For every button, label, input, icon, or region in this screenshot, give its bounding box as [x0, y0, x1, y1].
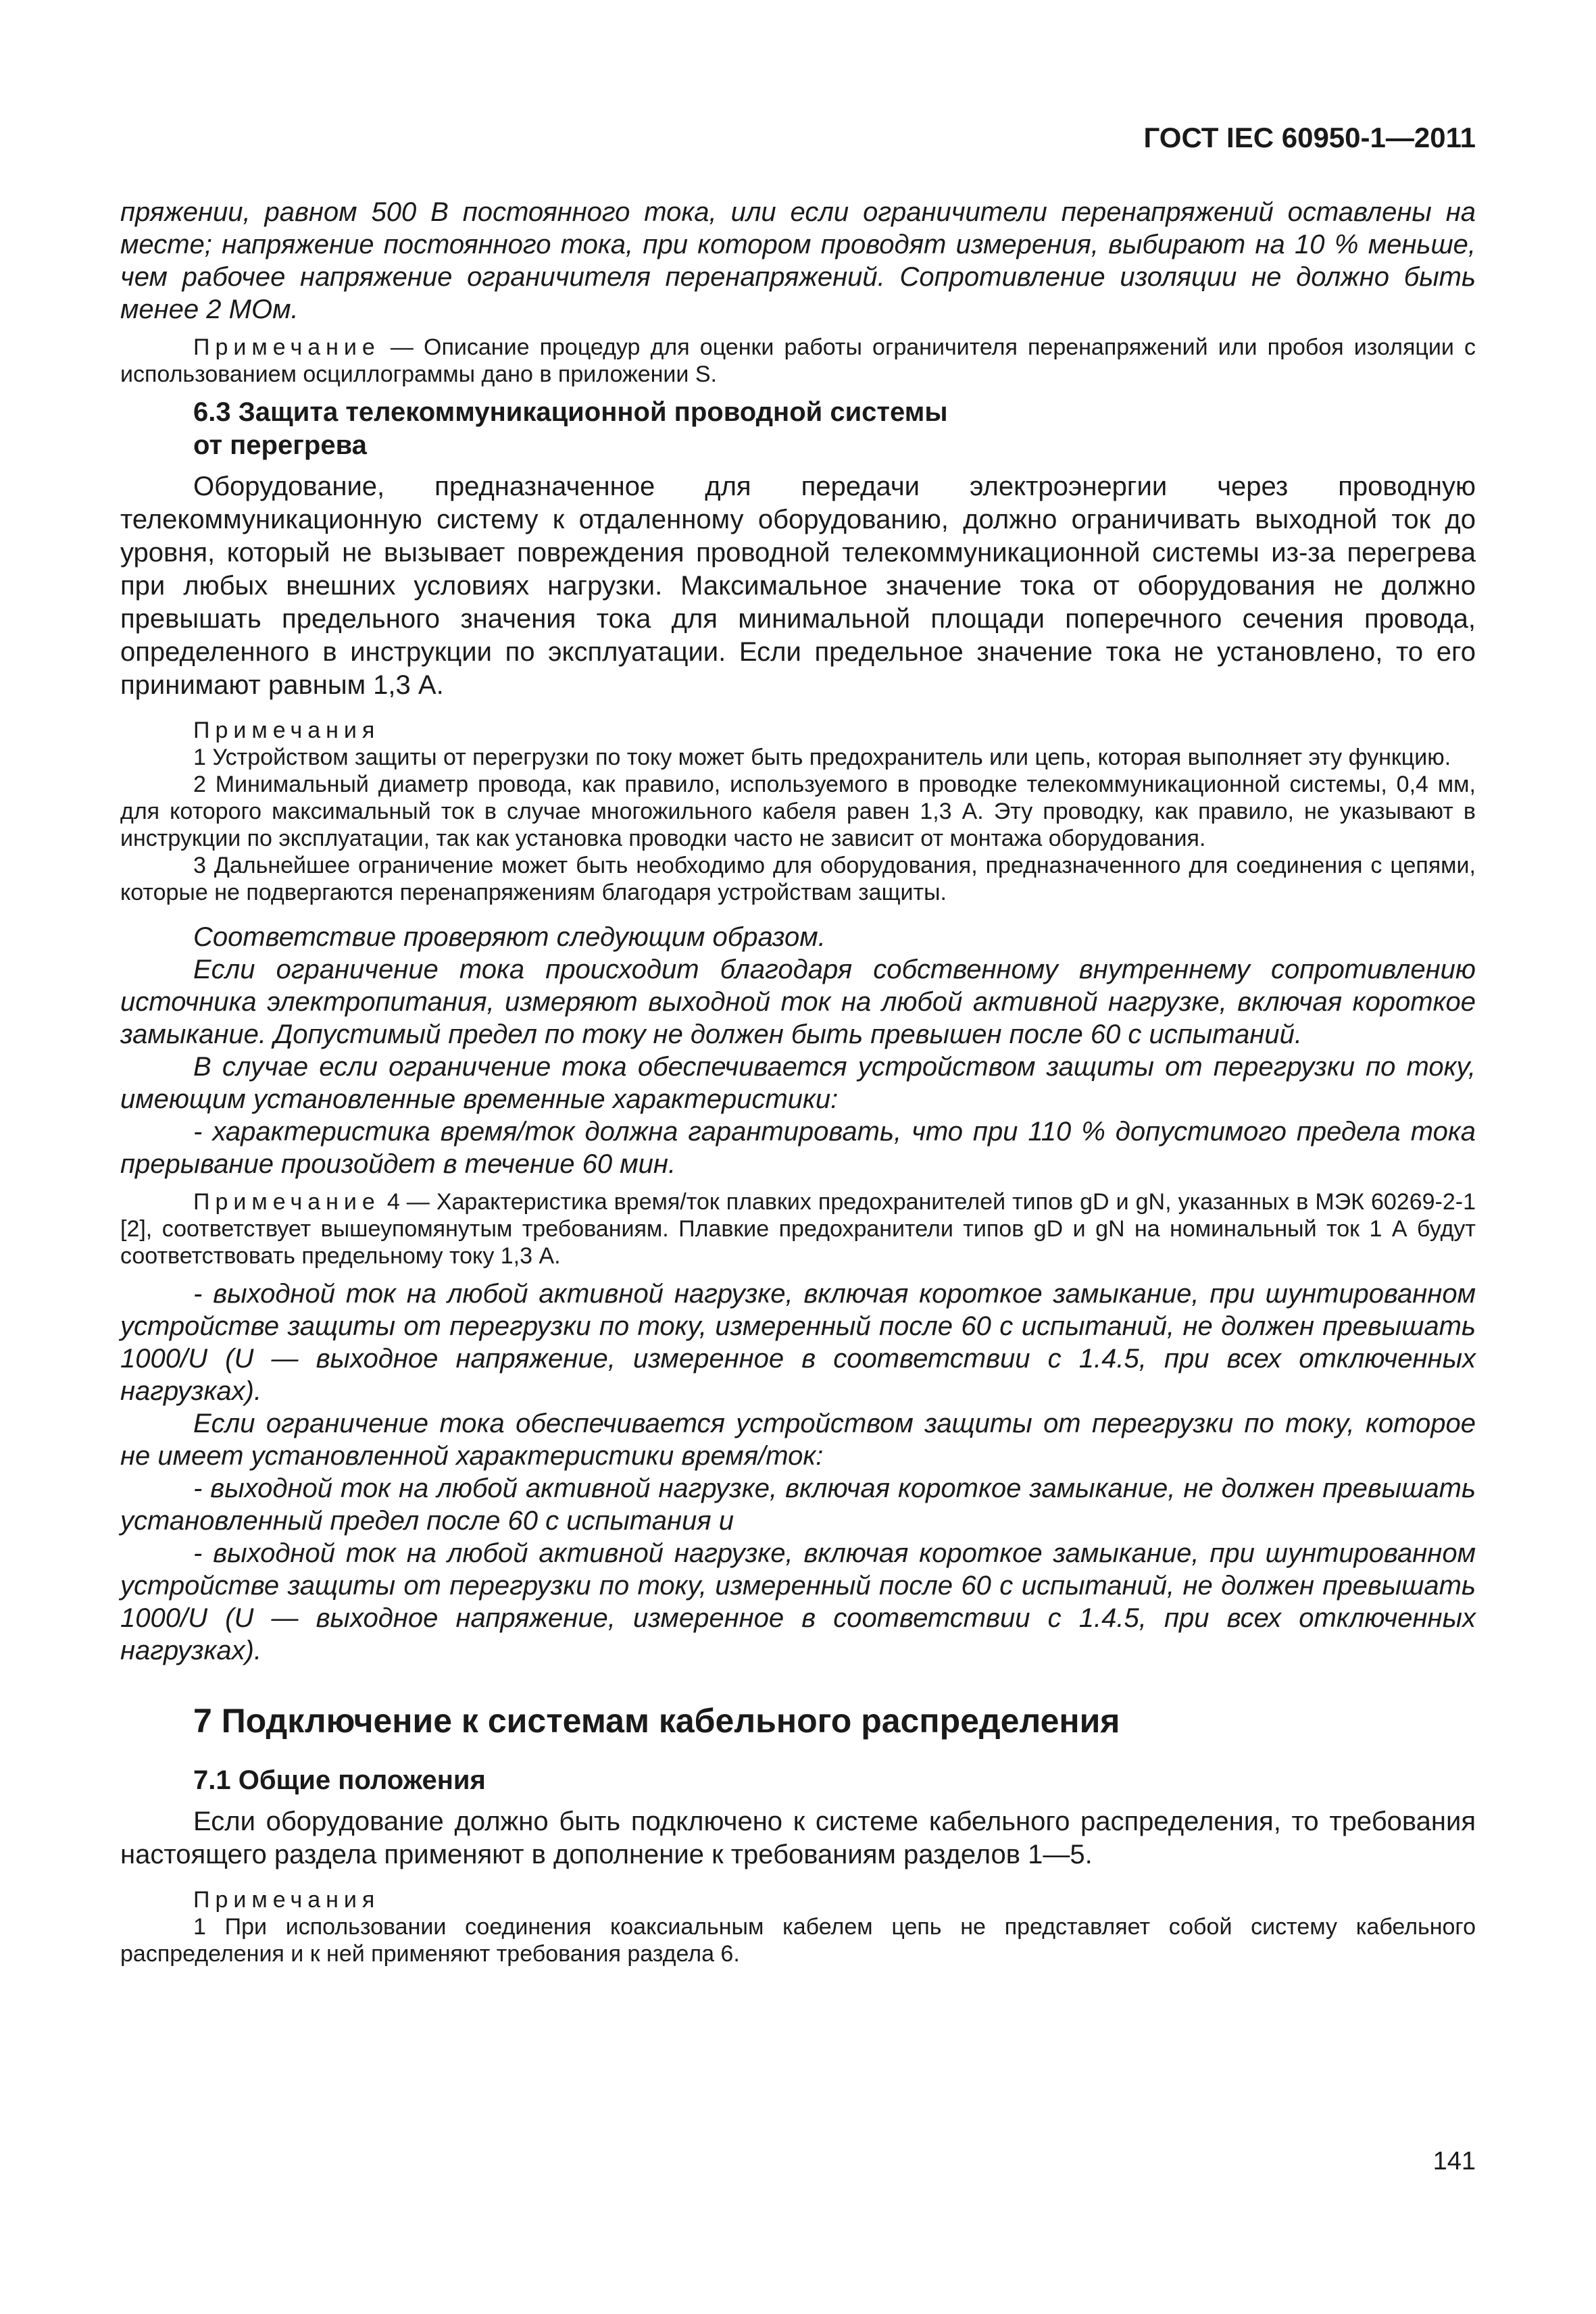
section-6-3-heading	[193, 396, 1476, 462]
note-7-1: 1 При использовании соединения коаксиальным кабелем цепь не представляет собой систему кабельного распределения и к ней применяют требования раздела 6.	[120, 1914, 1476, 1967]
section-6-3-heading-line1: 6.3 Защита телекоммуникационной проводной системы	[193, 397, 948, 427]
note-4-label: Примечание	[193, 1189, 380, 1215]
section-7-heading: 7 Подключение к системам кабельного распределения	[193, 1702, 1120, 1740]
section-7-1-heading: 7.1 Общие положения	[193, 1765, 486, 1795]
note-4	[120, 1188, 1476, 1269]
check-paragraph-8: - выходной ток на любой активной нагрузке, включая короткое замыкание, при шунтированном устройстве защиты от перегрузки по току, измеренный после 60 с испытаний, не должен превышать 1000/U (U — выходное напряжение, измеренное в соответствии с 1.4.5, при всех отключенных нагрузках).	[120, 1538, 1476, 1665]
page-number: 141	[1432, 2147, 1476, 2175]
document-header: ГОСТ IEC 60950-1—2011	[1143, 122, 1476, 153]
page-content	[120, 196, 1476, 1967]
note-1: 1 Устройством защиты от перегрузки по току может быть предохранитель или цепь, которая выполняет эту функцию.	[193, 745, 1451, 770]
note-4-text: 4 — Характеристика время/ток плавких предохранителей типов gD и gN, указанных в МЭК 60269-2-1 [2], соответствует вышеупомянутым требованиям. Плавкие предохранители типов gD и gN на номинальный ток 1 А будут соответствовать предельному току 1,3 А.	[120, 1189, 1476, 1269]
note-a	[120, 334, 1476, 388]
note-a-text: — Описание процедур для оценки работы ограничителя перенапряжений или пробоя изоляции с использованием осциллограммы дано в приложении S.	[120, 334, 1476, 387]
document-page	[120, 0, 1476, 2314]
check-paragraph-3: В случае если ограничение тока обеспечивается устройством защиты от перегрузки по току, имеющим установленные временные характеристики:	[120, 1052, 1476, 1114]
check-paragraph-7: - выходной ток на любой активной нагрузке, включая короткое замыкание, не должен превышать установленный предел после 60 с испытания и	[120, 1474, 1476, 1536]
section-6-3-heading-line2: от перегрева	[193, 430, 367, 460]
check-paragraph-6: Если ограничение тока обеспечивается устройством защиты от перегрузки по току, которое не имеет установленной характеристики время/ток:	[120, 1409, 1476, 1471]
note-2: 2 Минимальный диаметр провода, как правило, используемого в проводке телекоммуникационной системы, 0,4 мм, для которого максимальный ток в случае многожильного кабеля равен 1,3 А. Эту проводку, как правило, не указывают в инструкции по эксплуатации, так как установка проводки часто не зависит от монтажа оборудования.	[120, 772, 1476, 851]
check-paragraph-2: Если ограничение тока происходит благодаря собственному внутреннему сопротивлению источника электропитания, измеряют выходной ток на любой активной нагрузке, включая короткое замыкание. Допустимый предел по току не должен быть превышен после 60 с испытаний.	[120, 955, 1476, 1049]
note-3: 3 Дальнейшее ограничение может быть необходимо для оборудования, предназначенного для соединения с цепями, которые не подвергаются перенапряжениям благодаря устройствам защиты.	[120, 853, 1476, 905]
intro-paragraph: пряжении, равном 500 В постоянного тока, или если ограничители перенапряжений оставлены на месте; напряжение постоянного тока, при котором проводят измерения, выбирают на 10 % меньше, чем рабочее напряжение ограничителя перенапряжений. Сопротивление изоляции не должно быть менее 2 МОм.	[120, 197, 1476, 324]
check-paragraph-4: - характеристика время/ток должна гарантировать, что при 110 % допустимого предела тока прерывание произойдет в течение 60 мин.	[120, 1117, 1476, 1179]
note-a-label: Примечание	[193, 334, 380, 360]
section-7-1-paragraph: Если оборудование должно быть подключено к системе кабельного распределения, то требования настоящего раздела применяют в дополнение к требованиям разделов 1—5.	[120, 1807, 1476, 1869]
notes-label-2: Примечания	[193, 1887, 380, 1913]
notes-label-1: Примечания	[193, 718, 380, 743]
check-paragraph-1: Соответствие проверяют следующим образом.	[193, 922, 826, 952]
section-6-3-paragraph: Оборудование, предназначенное для передачи электроэнергии через проводную телекоммуникационную систему к отдаленному оборудованию, должно ограничивать выходной ток до уровня, который не вызывает повреждения проводной телекоммуникационной системы из-за перегрева при любых внешних условиях нагрузки. Максимальное значение тока от оборудования не должно превышать предельного значения тока для минимальной площади поперечного сечения провода, определенного в инструкции по эксплуатации. Если предельное значение тока не установлено, то его принимают равным 1,3 А.	[120, 472, 1476, 700]
check-paragraph-5: - выходной ток на любой активной нагрузке, включая короткое замыкание, при шунтированном устройстве защиты от перегрузки по току, измеренный после 60 с испытаний, не должен превышать 1000/U (U — выходное напряжение, измеренное в соответствии с 1.4.5, при всех отключенных нагрузках).	[120, 1279, 1476, 1406]
